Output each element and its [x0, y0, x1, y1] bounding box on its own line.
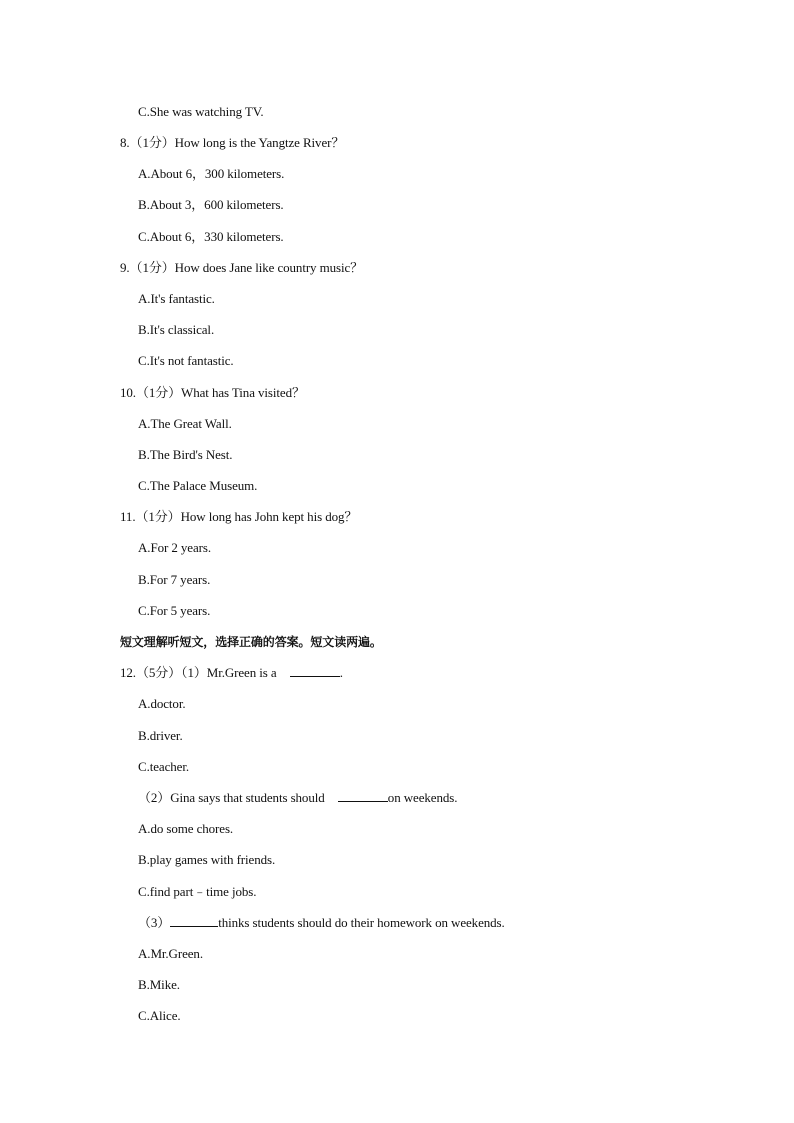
question-12-part-2-end: on weekends. [387, 790, 458, 805]
question-12-part-1-end: . [339, 665, 343, 680]
section-heading: 短文理解听短文，选择正确的答案。短文读两遍。 [120, 635, 382, 649]
answer-blank [338, 790, 388, 802]
option-7c: C.She was watching TV. [138, 104, 264, 119]
option-10c: C.The Palace Museum. [138, 478, 258, 493]
option-8b: B.About 3，600 kilometers. [138, 197, 284, 212]
option-9a: A.It's fantastic. [138, 291, 215, 306]
question-12-part-3 [138, 915, 505, 931]
option-11c: C.For 5 years. [138, 603, 211, 618]
option-12-2b: B.play games with friends. [138, 852, 276, 867]
option-12-3c: C.Alice. [138, 1008, 181, 1023]
option-10b: B.The Bird's Nest. [138, 447, 233, 462]
option-12-1a: A.doctor. [138, 696, 186, 711]
question-11: 11.（1分）How long has John kept his dog？ [120, 509, 358, 524]
option-12-3b: B.Mike. [138, 977, 180, 992]
option-12-2a: A.do some chores. [138, 821, 234, 836]
option-11a: A.For 2 years. [138, 540, 211, 555]
option-10a: A.The Great Wall. [138, 416, 232, 431]
question-12-part-1 [120, 665, 343, 681]
option-12-1b: B.driver. [138, 728, 183, 743]
option-12-2c: C.find part﹣time jobs. [138, 884, 257, 899]
question-12-part-3-end: thinks students should do their homework on weekends. [218, 915, 505, 930]
option-11b: B.For 7 years. [138, 572, 211, 587]
option-12-3a: A.Mr.Green. [138, 946, 203, 961]
option-8a: A.About 6，300 kilometers. [138, 166, 285, 181]
question-12-part-3-text: （3） [138, 915, 171, 930]
answer-blank [170, 915, 218, 927]
option-8c: C.About 6，330 kilometers. [138, 229, 284, 244]
question-12-part-2 [138, 790, 457, 806]
question-8: 8.（1分）How long is the Yangtze River？ [120, 135, 345, 150]
option-12-1c: C.teacher. [138, 759, 189, 774]
question-12-part-1-text: 12.（5分）（1）Mr.Green is a [120, 665, 280, 680]
question-9: 9.（1分）How does Jane like country music？ [120, 260, 364, 275]
answer-blank [290, 665, 340, 677]
option-9c: C.It's not fantastic. [138, 353, 234, 368]
question-12-part-2-text: （2）Gina says that students should [138, 790, 328, 805]
option-9b: B.It's classical. [138, 322, 215, 337]
question-10: 10.（1分）What has Tina visited？ [120, 385, 305, 400]
